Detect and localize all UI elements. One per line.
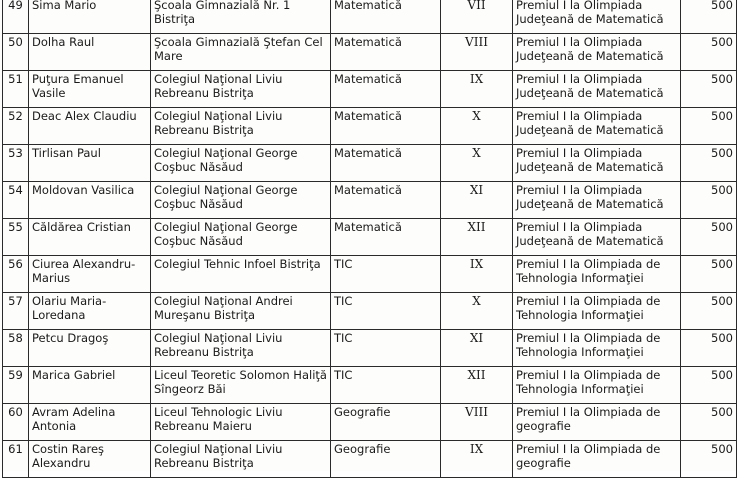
subject: Matematică (331, 219, 441, 256)
prize-amount: 500 (681, 367, 737, 404)
row-number: 52 (3, 108, 29, 145)
prize-amount: 500 (681, 145, 737, 182)
student-name: Sima Mario (29, 0, 151, 34)
school-name: Şcoala Gimnazială Nr. 1 Bistriţa (151, 0, 331, 34)
subject: Matematică (331, 34, 441, 71)
prize-amount: 500 (681, 404, 737, 441)
row-number: 51 (3, 71, 29, 108)
subject: Matematică (331, 71, 441, 108)
table-row (3, 182, 737, 219)
grade: IX (441, 441, 513, 478)
award-description: Premiul I la Olimpiada de Tehnologia Informaţiei (513, 330, 681, 367)
row-number: 59 (3, 367, 29, 404)
grade: VIII (441, 404, 513, 441)
school-name: Şcoala Gimnazială Ştefan Cel Mare (151, 34, 331, 71)
school-name: Colegiul Tehnic Infoel Bistriţa (151, 256, 331, 293)
school-name: Colegiul Naţional Liviu Rebreanu Bistriţa (151, 441, 331, 478)
award-description: Premiul I la Olimpiada Judeţeană de Matematică (513, 219, 681, 256)
table-row (3, 293, 737, 330)
table-row (3, 0, 737, 34)
subject: Matematică (331, 145, 441, 182)
prize-amount: 500 (681, 293, 737, 330)
table-row (3, 219, 737, 256)
award-description: Premiul I la Olimpiada Judeţeană de Matematică (513, 71, 681, 108)
student-name: Marica Gabriel (29, 367, 151, 404)
student-name: Olariu Maria-Loredana (29, 293, 151, 330)
prize-amount: 500 (681, 34, 737, 71)
table-row (3, 71, 737, 108)
subject: Matematică (331, 0, 441, 34)
school-name: Liceul Teoretic Solomon Haliţă Sîngeorz Băi (151, 367, 331, 404)
prize-amount: 500 (681, 71, 737, 108)
grade: XI (441, 182, 513, 219)
table-row (3, 256, 737, 293)
prize-amount: 500 (681, 441, 737, 478)
award-description: Premiul I la Olimpiada Judeţeană de Matematică (513, 34, 681, 71)
award-description: Premiul I la Olimpiada Judeţeană de Matematică (513, 145, 681, 182)
school-name: Colegiul Naţional George Coşbuc Năsăud (151, 219, 331, 256)
row-number: 60 (3, 404, 29, 441)
student-name: Costin Rareş Alexandru (29, 441, 151, 478)
row-number: 49 (3, 0, 29, 34)
awards-table (2, 0, 737, 478)
table-row (3, 330, 737, 367)
subject: Geografie (331, 441, 441, 478)
table-row (3, 441, 737, 478)
school-name: Colegiul Naţional Andrei Mureşanu Bistriţa (151, 293, 331, 330)
award-description: Premiul I la Olimpiada Judeţeană de Matematică (513, 0, 681, 34)
student-name: Puţura Emanuel Vasile (29, 71, 151, 108)
school-name: Colegiul Naţional Liviu Rebreanu Bistriţa (151, 108, 331, 145)
school-name: Liceul Tehnologic Liviu Rebreanu Maieru (151, 404, 331, 441)
table-row (3, 367, 737, 404)
row-number: 55 (3, 219, 29, 256)
student-name: Moldovan Vasilica (29, 182, 151, 219)
grade: XI (441, 330, 513, 367)
awards-table-body (3, 0, 737, 478)
grade: IX (441, 256, 513, 293)
row-number: 56 (3, 256, 29, 293)
student-name: Căldărea Cristian (29, 219, 151, 256)
table-row (3, 34, 737, 71)
prize-amount: 500 (681, 256, 737, 293)
prize-amount: 500 (681, 0, 737, 34)
subject: Matematică (331, 108, 441, 145)
prize-amount: 500 (681, 108, 737, 145)
subject: Geografie (331, 404, 441, 441)
student-name: Petcu Dragoş (29, 330, 151, 367)
subject: TIC (331, 330, 441, 367)
grade: XII (441, 367, 513, 404)
table-row (3, 145, 737, 182)
row-number: 61 (3, 441, 29, 478)
student-name: Deac Alex Claudiu (29, 108, 151, 145)
award-description: Premiul I la Olimpiada de Tehnologia Informaţiei (513, 256, 681, 293)
student-name: Tirlisan Paul (29, 145, 151, 182)
school-name: Colegiul Naţional George Coşbuc Năsăud (151, 182, 331, 219)
student-name: Dolha Raul (29, 34, 151, 71)
subject: TIC (331, 256, 441, 293)
grade: VII (441, 0, 513, 34)
student-name: Avram Adelina Antonia (29, 404, 151, 441)
student-name: Ciurea Alexandru-Marius (29, 256, 151, 293)
table-row (3, 108, 737, 145)
subject: Matematică (331, 182, 441, 219)
row-number: 57 (3, 293, 29, 330)
subject: TIC (331, 293, 441, 330)
row-number: 50 (3, 34, 29, 71)
school-name: Colegiul Naţional George Coşbuc Năsăud (151, 145, 331, 182)
table-row (3, 404, 737, 441)
row-number: 53 (3, 145, 29, 182)
prize-amount: 500 (681, 219, 737, 256)
award-description: Premiul I la Olimpiada de geografie (513, 441, 681, 478)
grade: X (441, 108, 513, 145)
school-name: Colegiul Naţional Liviu Rebreanu Bistriţa (151, 330, 331, 367)
grade: X (441, 293, 513, 330)
subject: TIC (331, 367, 441, 404)
award-description: Premiul I la Olimpiada de Tehnologia Informaţiei (513, 293, 681, 330)
grade: X (441, 145, 513, 182)
award-description: Premiul I la Olimpiada de Tehnologia Informaţiei (513, 367, 681, 404)
row-number: 58 (3, 330, 29, 367)
row-number: 54 (3, 182, 29, 219)
prize-amount: 500 (681, 330, 737, 367)
award-description: Premiul I la Olimpiada Judeţeană de Matematică (513, 182, 681, 219)
grade: VIII (441, 34, 513, 71)
award-description: Premiul I la Olimpiada de geografie (513, 404, 681, 441)
grade: IX (441, 71, 513, 108)
award-description: Premiul I la Olimpiada Judeţeană de Matematică (513, 108, 681, 145)
school-name: Colegiul Naţional Liviu Rebreanu Bistriţa (151, 71, 331, 108)
grade: XII (441, 219, 513, 256)
prize-amount: 500 (681, 182, 737, 219)
